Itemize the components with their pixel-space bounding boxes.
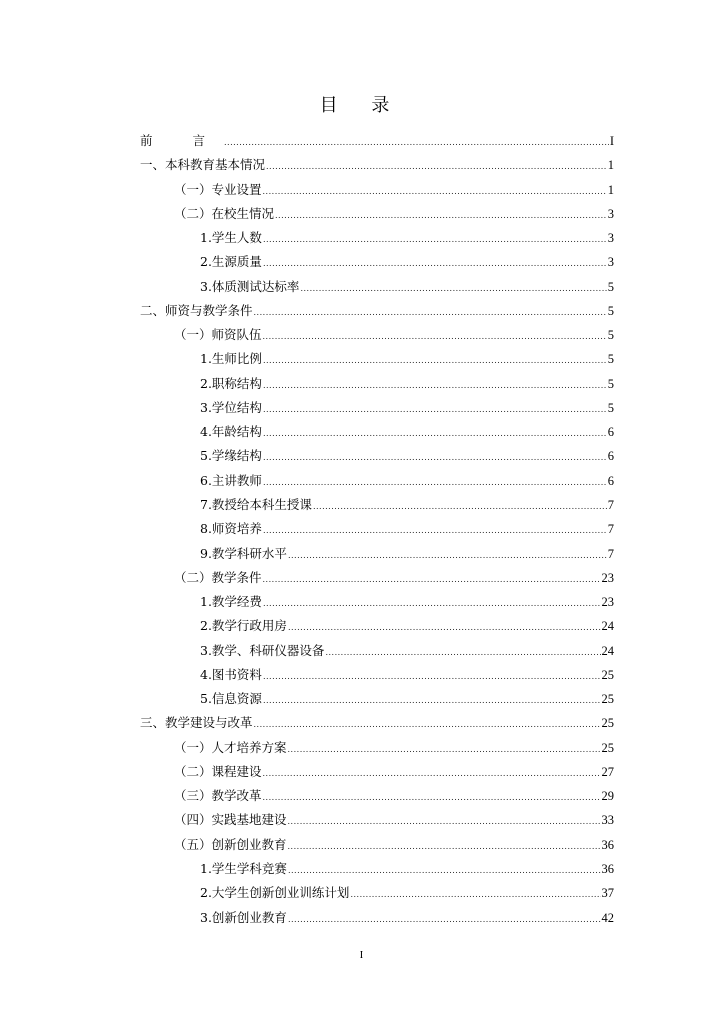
- dot-leader: [275, 204, 607, 228]
- toc-entry-page: 6: [607, 473, 614, 488]
- toc-entry-title: 2.生源质量: [200, 254, 262, 270]
- toc-entry-title: 8.师资培养: [200, 521, 262, 537]
- page-number: I: [359, 949, 364, 961]
- toc-entry[interactable]: [140, 808, 614, 832]
- toc-entry-title: （一）人才培养方案: [174, 739, 287, 755]
- toc-entry[interactable]: [140, 784, 614, 808]
- toc-entry[interactable]: [140, 760, 614, 784]
- dot-leader: [300, 277, 606, 301]
- dot-leader: [288, 859, 601, 883]
- toc-entry[interactable]: [140, 542, 614, 566]
- toc-entry-page: 5: [607, 328, 614, 343]
- toc-entry[interactable]: [140, 833, 614, 857]
- toc-entry-title: 3.体质测试达标率: [200, 278, 300, 294]
- dot-leader: [263, 471, 607, 495]
- toc-entry-page: 36: [601, 861, 614, 876]
- dot-leader: [350, 883, 600, 907]
- dot-leader: [263, 228, 607, 252]
- dot-leader: [288, 616, 601, 640]
- toc-entry-page: 3: [607, 231, 614, 246]
- toc-entry-page: 3: [607, 206, 614, 221]
- toc-entry-page: 5: [607, 352, 614, 367]
- toc-entry-page: 24: [601, 643, 614, 658]
- toc-entry[interactable]: [140, 566, 614, 590]
- toc-entry-page: 25: [601, 716, 614, 731]
- dot-leader: [263, 665, 601, 689]
- toc-entry-page: 6: [607, 425, 614, 440]
- toc-entry[interactable]: [140, 347, 614, 371]
- toc-entry[interactable]: [140, 663, 614, 687]
- toc-entry-title: 二、师资与教学条件: [140, 302, 253, 318]
- toc-entry[interactable]: [140, 736, 614, 760]
- toc-entry-title: （二）教学条件: [174, 569, 262, 585]
- toc-entry[interactable]: [140, 517, 614, 541]
- table-of-contents: [140, 129, 614, 930]
- toc-entry-title: 5.学缘结构: [200, 448, 262, 464]
- toc-entry[interactable]: [140, 299, 614, 323]
- toc-entry-title: （五）创新创业教育: [174, 836, 287, 852]
- toc-entry[interactable]: [140, 202, 614, 226]
- toc-entry-page: 33: [601, 813, 614, 828]
- toc-entry-title: （二）课程建设: [174, 763, 262, 779]
- toc-entry[interactable]: [140, 226, 614, 250]
- toc-entry-title: （一）专业设置: [174, 181, 262, 197]
- toc-entry-title: 1.生师比例: [200, 351, 262, 367]
- toc-entry-title: 9.教学科研水平: [200, 545, 287, 561]
- dot-leader: [288, 738, 601, 762]
- toc-entry-page: 42: [601, 910, 614, 925]
- toc-entry[interactable]: [140, 469, 614, 493]
- toc-entry[interactable]: [140, 881, 614, 905]
- toc-entry[interactable]: [140, 275, 614, 299]
- toc-entry-page: 27: [601, 764, 614, 779]
- toc-entry-title: 2.职称结构: [200, 375, 262, 391]
- dot-leader: [263, 398, 607, 422]
- toc-entry-title: 一、本科教育基本情况: [140, 157, 266, 173]
- toc-entry-page: 23: [601, 570, 614, 585]
- toc-entry-title: （三）教学改革: [174, 788, 262, 804]
- dot-leader: [263, 325, 607, 349]
- toc-entry-page: 25: [601, 667, 614, 682]
- toc-entry-page: 5: [607, 376, 614, 391]
- toc-entry[interactable]: [140, 153, 614, 177]
- dot-leader: [263, 422, 607, 446]
- dot-leader: [263, 689, 601, 713]
- toc-entry-title: 1.学生学科竞赛: [200, 860, 287, 876]
- dot-leader: [263, 374, 607, 398]
- toc-entry-title: 6.主讲教师: [200, 472, 262, 488]
- dot-leader: [325, 641, 600, 665]
- toc-entry-title: 5.信息资源: [200, 691, 262, 707]
- toc-entry-title: 3.学位结构: [200, 399, 262, 415]
- dot-leader: [288, 908, 601, 932]
- toc-entry[interactable]: [140, 396, 614, 420]
- toc-entry[interactable]: [140, 372, 614, 396]
- toc-entry[interactable]: [140, 323, 614, 347]
- toc-entry-page: 36: [601, 837, 614, 852]
- toc-entry-title: 1.教学经费: [200, 594, 262, 610]
- toc-entry-page: 6: [607, 449, 614, 464]
- toc-entry-page: 7: [607, 497, 614, 512]
- dot-leader: [263, 568, 601, 592]
- dot-leader: [313, 495, 607, 519]
- toc-entry[interactable]: [140, 906, 614, 930]
- dot-leader: [263, 349, 607, 373]
- toc-entry-title: 4.图书资料: [200, 666, 262, 682]
- dot-leader: [254, 301, 607, 325]
- toc-entry[interactable]: [140, 493, 614, 517]
- toc-entry-page: 25: [601, 740, 614, 755]
- toc-entry-title: 3.教学、科研仪器设备: [200, 642, 325, 658]
- toc-entry-title: 前 言: [140, 133, 223, 148]
- dot-leader: [263, 252, 607, 276]
- toc-entry-page: 37: [601, 886, 614, 901]
- toc-entry-title: 1.学生人数: [200, 230, 262, 246]
- dot-leader: [263, 446, 607, 470]
- toc-entry[interactable]: [140, 614, 614, 638]
- toc-entry-title: 7.教授给本科生授课: [200, 496, 312, 512]
- toc-entry-page: 25: [601, 692, 614, 707]
- toc-entry[interactable]: [140, 639, 614, 663]
- dot-leader: [288, 835, 601, 859]
- toc-entry-title: （二）在校生情况: [174, 205, 275, 221]
- dot-leader: [263, 180, 607, 204]
- toc-entry-title: （一）师资队伍: [174, 327, 262, 343]
- toc-entry[interactable]: [140, 250, 614, 274]
- toc-entry-page: 7: [607, 522, 614, 537]
- toc-entry-title: （四）实践基地建设: [174, 812, 287, 828]
- dot-leader: [266, 155, 607, 179]
- toc-entry[interactable]: [140, 590, 614, 614]
- toc-entry-title: 三、教学建设与改革: [140, 715, 253, 731]
- toc-entry-page: 1: [607, 182, 614, 197]
- dot-leader: [288, 810, 601, 834]
- toc-entry-page: 24: [601, 619, 614, 634]
- toc-entry-title: 2.教学行政用房: [200, 618, 287, 634]
- toc-entry[interactable]: [140, 178, 614, 202]
- toc-entry[interactable]: [140, 444, 614, 468]
- toc-entry-title: 2.大学生创新创业训练计划: [200, 885, 350, 901]
- dot-leader: [263, 519, 607, 543]
- toc-entry-page: 1: [607, 158, 614, 173]
- dot-leader: [254, 713, 601, 737]
- dot-leader: [263, 592, 601, 616]
- toc-entry-page: 5: [607, 400, 614, 415]
- dot-leader: [263, 786, 601, 810]
- toc-entry[interactable]: [140, 420, 614, 444]
- toc-entry-page: 3: [607, 255, 614, 270]
- toc-entry-page: 23: [601, 595, 614, 610]
- toc-entry[interactable]: [140, 687, 614, 711]
- dot-leader: [288, 544, 607, 568]
- toc-entry[interactable]: [140, 857, 614, 881]
- dot-leader: [224, 131, 609, 155]
- toc-entry-page: I: [609, 134, 614, 148]
- toc-entry-page: 29: [601, 789, 614, 804]
- toc-entry-page: 7: [607, 546, 614, 561]
- dot-leader: [263, 762, 601, 786]
- toc-entry[interactable]: [140, 711, 614, 735]
- page-title: 目 录: [319, 95, 404, 116]
- toc-entry-page: 5: [607, 279, 614, 294]
- toc-entry-title: 3.创新创业教育: [200, 909, 287, 925]
- toc-entry[interactable]: [140, 129, 614, 153]
- toc-entry-title: 4.年龄结构: [200, 424, 262, 440]
- toc-entry-page: 5: [607, 303, 614, 318]
